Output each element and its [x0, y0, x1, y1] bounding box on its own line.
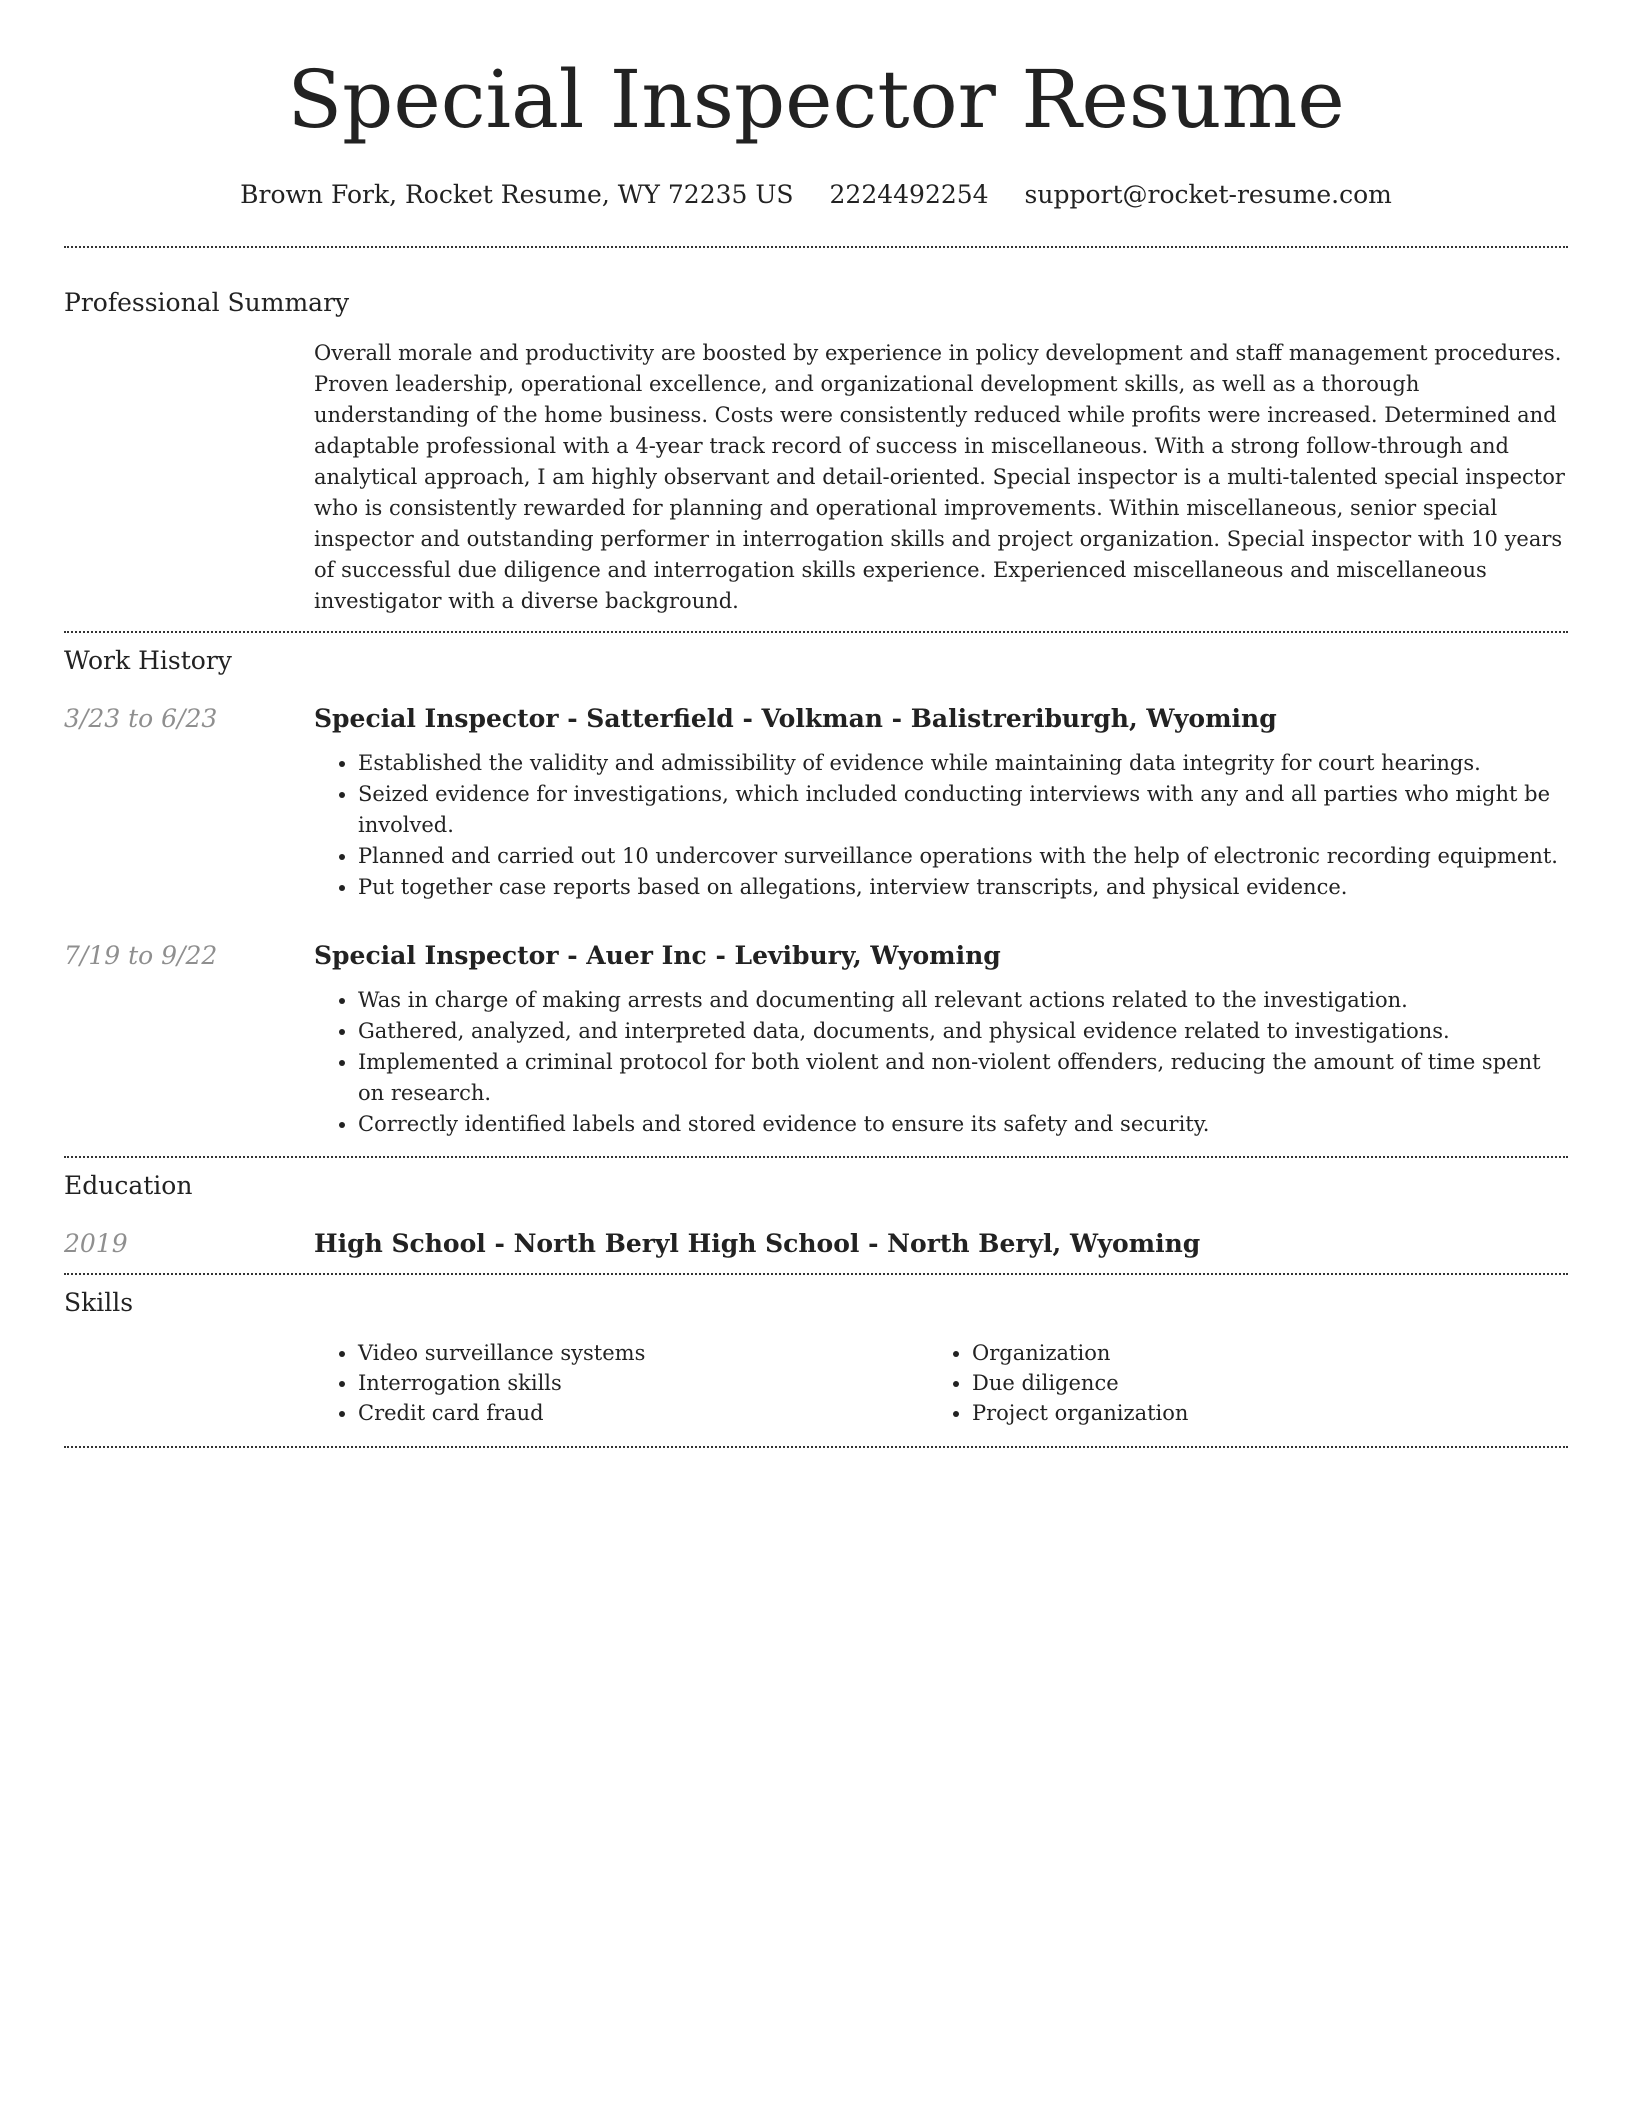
list-item: • Planned and carried out 10 undercover surveillance operations with the help of electronic recording equipment.	[358, 841, 1568, 872]
education-degree: High School	[314, 1229, 486, 1258]
education-title	[314, 1227, 1568, 1261]
education-year: 2019	[64, 1229, 128, 1258]
summary-section	[64, 248, 1568, 617]
education-details: - North Beryl High School - North Beryl, Wyoming	[485, 1229, 1201, 1258]
skill-item: • Credit card fraud	[358, 1398, 928, 1428]
job-title: Special Inspector - Auer Inc - Levibury, Wyoming	[314, 941, 1001, 970]
list-item: • Put together case reports based on allegations, interview transcripts, and physical evidence.	[358, 872, 1568, 903]
skill-item: • Due diligence	[972, 1368, 1542, 1398]
skill-item: • Project organization	[972, 1398, 1542, 1428]
job-bullets	[314, 985, 1568, 1140]
contact-address: Brown Fork, Rocket Resume, WY 72235 US	[240, 180, 794, 209]
contact-phone: 2224492254	[829, 180, 989, 209]
divider	[64, 1446, 1568, 1448]
education-section	[64, 1158, 1568, 1261]
job-bullets	[314, 748, 1568, 903]
resume-header	[64, 0, 1568, 212]
education-entry	[64, 1227, 1568, 1261]
skill-item: • Organization	[972, 1338, 1542, 1368]
job-dates: 3/23 to 6/23	[64, 704, 218, 733]
skills-grid	[314, 1338, 1568, 1428]
skills-heading: Skills	[64, 1288, 134, 1317]
job-title: Special Inspector - Satterfield - Volkman - Balistreriburgh, Wyoming	[314, 704, 1277, 733]
resume-title: Special Inspector Resume	[287, 53, 1345, 146]
list-item: • Correctly identified labels and stored evidence to ensure its safety and security.	[358, 1109, 1568, 1140]
skills-column	[314, 1338, 928, 1428]
contact-line	[64, 178, 1568, 212]
work-history-section	[64, 633, 1568, 1140]
list-item: • Seized evidence for investigations, which included conducting interviews with any and all parties who might be involved.	[358, 779, 1568, 841]
skills-section	[64, 1275, 1568, 1428]
list-item: • Implemented a criminal protocol for both violent and non-violent offenders, reducing the amount of time spent on research.	[358, 1047, 1568, 1109]
job-entry	[64, 702, 1568, 903]
list-item: • Was in charge of making arrests and documenting all relevant actions related to the investigation.	[358, 985, 1568, 1016]
work-history-heading: Work History	[64, 646, 232, 675]
list-item: • Established the validity and admissibility of evidence while maintaining data integrity for court hearings.	[358, 748, 1568, 779]
job-dates: 7/19 to 9/22	[64, 941, 218, 970]
skill-item: • Video surveillance systems	[358, 1338, 928, 1368]
summary-text: Overall morale and productivity are boosted by experience in policy development and staff management procedures. Proven leadership, operational excellence, and organizational development skills, as well as a thorough understanding of the home business. Costs were consistently reduced while profits were increased. Determined and adaptable professional with a 4-year track record of success in miscellaneous. With a strong follow-through and analytical approach, I am highly observant and detail-oriented. Special inspector is a multi-talented special inspector who is consistently rewarded for planning and operational improvements. Within miscellaneous, senior special inspector and outstanding performer in interrogation skills and project organization. Special inspector with 10 years of successful due diligence and interrogation skills experience. Experienced miscellaneous and miscellaneous investigator with a diverse background.	[314, 341, 1565, 613]
education-heading: Education	[64, 1171, 193, 1200]
contact-email: support@rocket-resume.com	[1024, 180, 1392, 209]
skill-item: • Interrogation skills	[358, 1368, 928, 1398]
job-entry	[64, 939, 1568, 1140]
skills-column	[928, 1338, 1542, 1428]
summary-heading: Professional Summary	[64, 288, 350, 317]
list-item: • Gathered, analyzed, and interpreted data, documents, and physical evidence related to investigations.	[358, 1016, 1568, 1047]
resume-page	[64, 0, 1568, 1448]
